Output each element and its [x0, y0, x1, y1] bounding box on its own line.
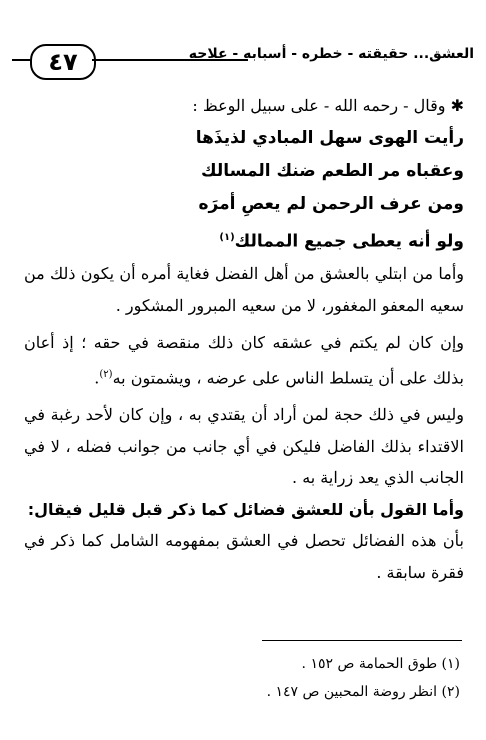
- verse-line-4-text: ولو أنه يعطى جميع الممالك: [234, 231, 464, 252]
- footnote-2: (٢) انظر روضة المحبين ص ١٤٧ .: [266, 684, 460, 700]
- paragraph-2-text: وإن كان لم يكتم في عشقه كان ذلك منقصة في حقه ؛ إذ أعان بذلك على أن يتسلط الناس على عرضه ، ويشمتون به: [24, 333, 464, 387]
- page-number: ٤٧: [30, 44, 96, 80]
- paragraph-3: وليس في ذلك حجة لمن أراد أن يقتدي به ، وإن كان لأحد رغبة في الاقتداء بذلك الفاضل فليكن في أي جانب من جوانب فضله ، لا في الجانب الذي يعد زراية به .: [24, 405, 464, 488]
- intro-line: ✱ وقال - رحمه الله - على سبيل الوعظ :: [192, 96, 464, 115]
- verse-line-4: [24, 221, 464, 259]
- paragraph-1: وأما من ابتلي بالعشق من أهل الفضل فغاية أمره أن يكون ذلك من سعيه المعفو المغفور، لا من سعيه المبرور المشكور .: [24, 264, 464, 315]
- footnote-ref-1: (١): [219, 231, 235, 243]
- footnote-ref-2: (٢): [99, 368, 113, 380]
- footnote-divider: [262, 640, 462, 641]
- verse-line-2: وعقباه مر الطعم ضنك المسالك: [201, 160, 464, 181]
- footnotes: [24, 650, 460, 706]
- footnote-1: (١) طوق الحمامة ص ١٥٢ .: [301, 656, 460, 672]
- paragraph-2-end: .: [94, 367, 100, 387]
- verse-line-1: رأيت الهوى سهل المبادي لذيذَها: [195, 127, 464, 148]
- running-title: العشق... حقيقته - خطره - أسبابه - علاجه: [188, 46, 474, 62]
- page-header: [12, 40, 474, 80]
- main-text: [24, 90, 464, 588]
- paragraph-4-heading: وأما القول بأن للعشق فضائل كما ذكر قبل قليل فيقال:: [27, 499, 464, 519]
- verse-line-3: ومن عرف الرحمن لم يعصِ أمرَه: [198, 193, 464, 214]
- header-rule-left: [12, 59, 30, 61]
- paragraph-4: بأن هذه الفضائل تحصل في العشق بمفهومه الشامل كما ذكر في فقرة سابقة .: [24, 531, 464, 582]
- paragraph-2: [24, 327, 464, 393]
